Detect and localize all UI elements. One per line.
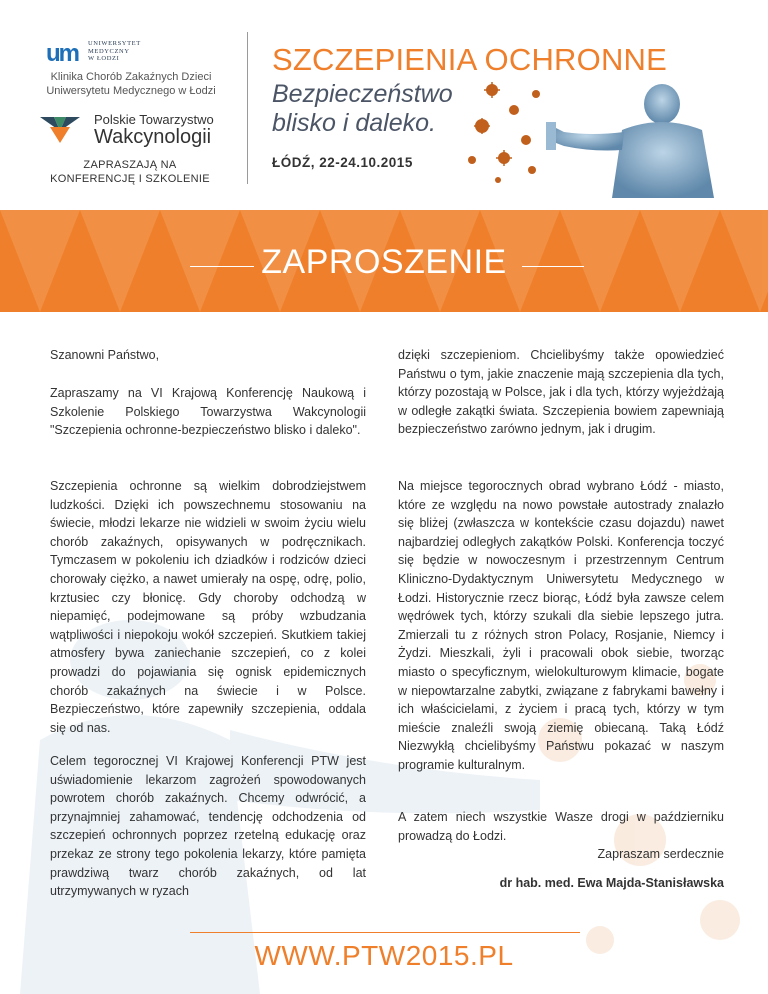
virus-shield-illustration <box>452 70 752 198</box>
footer-divider <box>190 932 580 933</box>
subtitle-line2: blisko i daleko. <box>272 109 436 137</box>
invite-line1: ZAPRASZAJĄ NA <box>83 159 177 171</box>
banner-title: ZAPROSZENIE <box>261 243 507 281</box>
um-logo-line3: W ŁODZI <box>88 55 120 62</box>
letter-paragraph-2: Szczepienia ochronne są wielkim dobrodziejstwem ludzkości. Dzięki ich powszechnemu stosowaniu na świecie, młodzi lekarze nie widzieli w swoim życiu wielu chorób zakaźnych, opisywanych w podręcznikach. Tymczasem w pokoleniu ich dziadków i rodziców dzieci chorowały ciężko, a nawet umierały na ospę, odrę, polio, krztusiec czy błonicę. Gdy choroby odchodzą w niepamięć, podejmowane są próby wzbudzania wątpliwości i niepokoju wokół szczepień. Skutkiem takiej atmosfery bywa zaniechanie szczepień, co z kolei prowadzi do pojawiania się ognisk epidemicznych chorób zakaźnych na świecie i w Polsce. Bezpieczeństwo, które zapewniły szczepienia, oddala się od nas. <box>50 479 366 735</box>
header-divider <box>247 32 248 184</box>
subtitle-line1: Bezpieczeństwo <box>272 80 453 108</box>
clinic-line2: Uniwersytetu Medycznego w Łodzi <box>46 85 216 97</box>
letter-paragraph-6: A zatem niech wszystkie Wasze drogi w październiku prowadzą do Łodzi. <box>398 810 724 843</box>
university-logo <box>46 38 216 68</box>
invite-line2: KONFERENCJĘ I SZKOLENIE <box>50 173 210 185</box>
letter-paragraph-4: dzięki szczepieniom. Chcielibyśmy także opowiedzieć Państwu o tym, jakie znaczenie mają szczepienia dla tych, którzy pozostają w Polsce, jak i dla tych, którzy wyjeżdżają w odległe zakątki świata. Szczepienia bowiem zapewniają bezpieczeństwo zarówno jednym, jak i drugim. <box>398 348 724 437</box>
letter-paragraph-3-container <box>50 752 366 901</box>
signature: dr hab. med. Ewa Majda-Stanisławska <box>499 876 724 890</box>
greeting: Szanowni Państwo, <box>50 348 160 362</box>
letter-paragraph-6-container <box>398 808 724 864</box>
banner-rule-right <box>522 266 584 267</box>
invite-text <box>30 158 230 186</box>
event-dates: ŁÓDŹ, 22-24.10.2015 <box>272 155 413 170</box>
ptw-name-line1: Polskie Towarzystwo <box>94 112 214 127</box>
um-logo-line1: UNIWERSYTET <box>88 40 141 47</box>
clinic-line1: Klinika Chorób Zakaźnych Dzieci <box>50 71 212 83</box>
um-logo-mark: um <box>46 40 78 67</box>
letter-paragraph-3: Celem tegorocznej VI Krajowej Konferencji PTW jest uświadomienie lekarzom zagrożeń spowodowanych powrotem chorób zakaźnych. Chcemy odwrócić, a przynajmniej zahamować, tendencję odchodzenia od szczepień ochronnych poprzez rzetelną edukację oraz przekaz ze strony tego pokolenia lekarzy, które pamięta prawdziwą twarz chorób zakaźnych, od lat utrzymywanych w ryzach <box>50 754 366 899</box>
invitation-banner <box>0 210 768 312</box>
letter-left-column <box>50 346 366 365</box>
letter-paragraph-5-container <box>398 477 724 775</box>
website-link[interactable]: WWW.PTW2015.PL <box>254 940 514 971</box>
letter-paragraph-5: Na miejsce tegorocznych obrad wybrano Łódź - miasto, które ze względu na nowo powstałe autostrady znalazło się bliżej (zwłaszcza w kontekście czasu dojazdu) nawet najbardziej odległych zakątków Polski. Konferencja toczyć się będzie w nowoczesnym i przestrzennym Centrum Kliniczno-Dydaktycznym Uniwersytetu Medycznego w Łodzi. Historycznie rzecz biorąc, Łódź była zawsze celem wędrówek tych, którzy szukali dla siebie lepszego jutra. Zmierzali tu z różnych stron Polacy, Rosjanie, Niemcy i Żydzi. Mieszkali, żyli i pracowali obok siebie, tworząc miasto o specyficznym, wielokulturowym klimacie, bogate w niepowtarzalne zabytki, związane z fabrykami bawełny i ich właścicielami, z życiem i pracą tych, którzy w tym mieście znaleźli swoją ziemię obiecaną. Taką Łódź Niezwykłą chcielibyśmy Państwu pokazać w naszym programie kulturalnym. <box>398 479 724 772</box>
letter-paragraph-1-container <box>50 384 366 440</box>
subtitle <box>272 80 453 138</box>
closing: Zapraszam serdecznie <box>597 847 724 862</box>
clinic-name <box>36 70 226 98</box>
letter-paragraph-4-container <box>398 346 724 439</box>
page-title: SZCZEPIENIA OCHRONNE <box>272 42 667 77</box>
um-logo-text <box>88 40 141 63</box>
ptw-name-line2: Wakcynologii <box>94 126 212 148</box>
letter-paragraph-1: Zapraszamy na VI Krajową Konferencję Naukową i Szkolenie Polskiego Towarzystwa Wakcynologii "Szczepienia ochronne-bezpieczeństwo blisko i daleko". <box>50 386 366 438</box>
um-logo-line2: MEDYCZNY <box>88 47 130 55</box>
letter-paragraph-2-container <box>50 477 366 737</box>
ptw-logo <box>38 110 238 152</box>
ptw-logo-mark-icon <box>40 115 80 145</box>
